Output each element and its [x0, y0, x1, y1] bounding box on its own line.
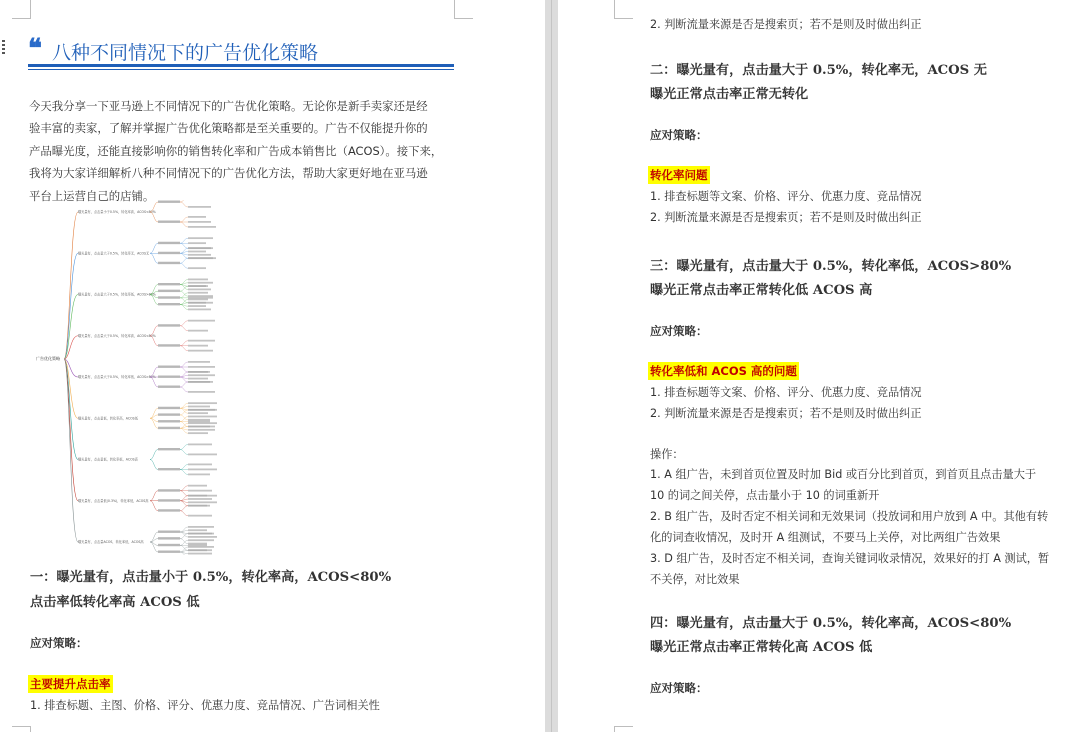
section2-highlight: 转化率问题: [650, 168, 708, 182]
mindmap-leaf: [188, 257, 213, 259]
mindmap-leaf: [188, 254, 211, 256]
mindmap-leaf-edge: [180, 238, 188, 243]
section3-highlight: 转化率低和 ACOS 高的问题: [650, 364, 797, 378]
mindmap-leaf: [188, 361, 210, 363]
mindmap-sub-edge: [150, 491, 158, 501]
mindmap-sub-node: [158, 386, 180, 388]
mindmap-leaf-edge: [180, 243, 188, 248]
section4-heading: 四：曝光量有，点击量大于 0.5%，转化率高，ACOS<80%: [650, 616, 1012, 631]
mindmap-leaf: [188, 330, 208, 332]
mindmap-leaf: [188, 378, 208, 380]
section4-strategy-label: 应对策略：: [650, 681, 708, 695]
quote-icon: ❝: [28, 34, 42, 64]
mindmap-sub-edge: [150, 460, 158, 470]
mindmap-branch: 曝光量有，点击量小于0.5%，转化率高，ACOS<80%: [78, 210, 156, 214]
mindmap-branch: 曝光量有，点击量低，转化率低，ACOS高: [78, 457, 138, 462]
mindmap-sub-node: [158, 290, 180, 292]
mindmap-sub-node: [158, 537, 180, 539]
mindmap-sub-node: [158, 499, 180, 501]
mindmap-leaf-edge: [180, 341, 188, 346]
crop-mark: [614, 0, 633, 19]
mindmap-sub-edge: [150, 243, 158, 253]
mindmap-leaf: [188, 406, 210, 408]
mindmap-leaf: [188, 242, 206, 244]
mindmap-leaf: [188, 366, 215, 368]
mindmap-leaf-edge: [180, 486, 188, 491]
mindmap-leaf-edge: [180, 511, 188, 516]
mindmap-branch: 曝光量有，点击量大于0.5%，转化率低，ACOS>80%: [78, 375, 156, 379]
intro-line: 我将为大家详细解析八种不同情况下的广告优化方法，帮助大家更好地在亚马逊: [29, 166, 428, 181]
mindmap-leaf: [188, 391, 215, 393]
mindmap-edge: [64, 359, 78, 501]
section2-item: 2. 判断流量来源是否是搜索页；若不是则及时做出纠正: [650, 211, 922, 224]
ops-line: 2. B 组广告，及时否定不相关词和无效果词（投放词和用户放到 A 中。其他有转: [650, 510, 1049, 523]
mindmap-leaf: [188, 320, 215, 322]
section4-subheading: 曝光正常点击率正常转化高 ACOS 低: [650, 640, 873, 655]
mindmap-leaf-edge: [180, 367, 188, 372]
mindmap-branch: 曝光量有，点击量大于0.5%，转化率无，ACOS无: [78, 251, 150, 256]
mindmap-leaf: [188, 553, 212, 555]
mindmap-sub-edge: [150, 253, 158, 263]
mindmap-leaf: [188, 374, 215, 376]
mindmap-leaf: [188, 421, 210, 423]
section2-subheading: 曝光正常点击率正常无转化: [650, 87, 809, 102]
mindmap-sub-node: [158, 489, 180, 491]
mindmap-branch: 曝光量有，点击量低(0.3%)，转化率低，ACOS高: [78, 498, 149, 503]
section3-ops: [650, 464, 1075, 590]
mindmap-leaf: [188, 464, 212, 466]
section2-strategy-label: 应对策略：: [650, 128, 708, 142]
mindmap-sub-node: [158, 262, 180, 264]
mindmap-leaf: [188, 536, 217, 538]
ops-line: 10 的词之间关停，点击量小于 10 的词重新开: [650, 489, 880, 502]
mindmap-sub-node: [158, 420, 180, 422]
mindmap-leaf: [188, 501, 217, 503]
title-underline: [28, 64, 454, 67]
mindmap-leaf: [188, 515, 212, 517]
section3-item: 1. 排查标题等文案、价格、评分、优惠力度、竞品情况: [650, 386, 922, 399]
mindmap-leaf: [188, 251, 206, 253]
crop-mark: [12, 726, 31, 732]
mindmap-sub-node: [158, 252, 180, 254]
mindmap-leaf: [188, 474, 210, 476]
mindmap-leaf-edge: [180, 258, 188, 263]
section2-item: 1. 排查标题等文案、价格、评分、优惠力度、竞品情况: [650, 190, 922, 203]
mindmap-leaf-edge: [180, 470, 188, 475]
section1-item: 1. 排查标题、主图、价格、评分、优惠力度、竞品情况、广告词相关性: [30, 699, 380, 712]
intro-line: 平台上运营自己的店铺。: [29, 188, 155, 203]
mindmap-leaf-edge: [180, 465, 188, 470]
crop-mark: [12, 0, 31, 19]
mindmap-leaf-edge: [180, 450, 188, 455]
mindmap-sub-node: [158, 296, 180, 298]
mindmap-sub-node: [158, 201, 180, 203]
mindmap-branch: 曝光量有，点击量ACOS，转化率低，ACOS高: [78, 540, 144, 544]
mindmap-leaf: [188, 267, 206, 269]
mindmap-leaf: [188, 279, 208, 281]
mindmap-sub-node: [158, 413, 180, 415]
mindmap-leaf: [188, 292, 208, 294]
mindmap-sub-edge: [150, 450, 158, 460]
mindmap-sub-node: [158, 551, 180, 553]
ops-line: 1. A 组广告，未到首页位置及时加 Bid 或百分比到首页，到首页且点击量大于: [650, 468, 1037, 481]
intro-line: 产品曝光度，还能直接影响你的销售转化率和广告成本销售比（ACOS）。接下来，: [29, 143, 443, 158]
ops-line: 化的词查收情况，及时开 A 组测试，不要马上关停，对比两组广告效果: [650, 531, 1001, 544]
mindmap-leaf-edge: [180, 217, 188, 222]
section2-heading: 二：曝光量有，点击量大于 0.5%，转化率无，ACOS 无: [650, 63, 987, 78]
mindmap-sub-node: [158, 427, 180, 429]
mindmap-leaf: [188, 409, 217, 411]
mindmap-sub-node: [158, 468, 180, 470]
mindmap-leaf: [188, 305, 206, 307]
mindmap-leaf-edge: [180, 362, 188, 367]
mindmap-leaf: [188, 549, 207, 551]
mindmap-leaf-edge: [180, 387, 188, 392]
section1-strategy-label: 应对策略：: [30, 636, 88, 650]
title-underline-thin: [28, 69, 454, 70]
mindmap-sub-node: [158, 303, 180, 305]
mindmap-leaf: [188, 402, 217, 404]
mindmap-sub-node: [158, 544, 180, 546]
mindmap-branch: 曝光量有，点击量低，转化率高，ACOS低: [78, 416, 138, 421]
mindmap-leaf: [188, 526, 214, 528]
mindmap-leaf: [188, 432, 208, 434]
mindmap-leaf-edge: [180, 200, 188, 202]
section3-subheading: 曝光正常点击率正常转化低 ACOS 高: [650, 283, 873, 298]
mindmap-branch: 曝光量有，点击量大于0.5%，转化率高，ACOS<80%: [78, 333, 156, 338]
mindmap-leaf: [188, 297, 213, 299]
mindmap-sub-node: [158, 531, 180, 533]
mindmap-leaf: [188, 419, 210, 421]
mindmap-leaf-edge: [180, 321, 188, 326]
mindmap-leaf: [188, 247, 213, 249]
mindmap-leaf: [188, 206, 211, 208]
mindmap-root: 广告优化策略: [36, 356, 60, 361]
mindmap-leaf-edge: [180, 445, 188, 450]
mindmap-leaf: [188, 371, 210, 373]
mindmap-leaf: [188, 295, 213, 297]
mindmap-edge: [64, 212, 78, 359]
crop-mark: [614, 726, 633, 732]
mindmap-leaf: [188, 309, 211, 311]
mindmap-image: [30, 200, 450, 555]
section1-heading: 一：曝光量有，点击量小于 0.5%，转化率高，ACOS<80%: [30, 570, 392, 585]
mindmap-leaf: [188, 289, 211, 291]
mindmap-leaf: [188, 282, 213, 284]
crop-mark: [454, 0, 473, 19]
mindmap-leaf: [188, 412, 208, 414]
top-item: 2. 判断流量来源是否是搜索页；若不是则及时做出纠正: [650, 18, 922, 31]
mindmap-sub-node: [158, 376, 180, 378]
mindmap-sub-node: [158, 283, 180, 285]
mindmap-leaf: [188, 416, 217, 418]
mindmap-sub-node: [158, 407, 180, 409]
mindmap-sub-node: [158, 366, 180, 368]
mindmap-edge: [64, 359, 78, 542]
mindmap-leaf: [188, 444, 212, 446]
mindmap-leaf: [188, 533, 214, 535]
gutter-line: [551, 0, 552, 732]
section3-strategy-label: 应对策略：: [650, 324, 708, 338]
mindmap-leaf: [188, 469, 217, 471]
ops-line: 不关停，对比效果: [650, 573, 740, 586]
mindmap-leaf: [188, 350, 213, 352]
page-title: 八种不同情况下的广告优化策略: [52, 42, 319, 64]
mindmap-leaf: [188, 216, 206, 218]
mindmap-leaf: [188, 454, 217, 456]
mindmap-leaf: [188, 237, 213, 239]
mindmap-sub-edge: [150, 501, 158, 511]
mindmap-leaf: [188, 226, 216, 228]
mindmap-leaf: [188, 529, 207, 531]
ops-line: 3. D 组广告，及时否定不相关词，查询关键词收录情况，效果好的打 A 测试，暂: [650, 552, 1050, 565]
mindmap-branch: 曝光量有，点击量大于0.5%，转化率低，ACOS>80%: [78, 292, 156, 297]
mindmap-sub-node: [158, 242, 180, 244]
mindmap-leaf: [188, 505, 207, 507]
mindmap-sub-node: [158, 344, 180, 346]
mindmap-leaf: [188, 345, 208, 347]
section3-ops-label: 操作：: [650, 448, 684, 461]
mindmap-leaf: [188, 422, 217, 424]
mindmap-leaf: [188, 539, 214, 541]
section1-subheading: 点击率低转化率高 ACOS 低: [30, 595, 200, 610]
mindmap-leaf: [188, 495, 207, 497]
mindmap-sub-node: [158, 448, 180, 450]
mindmap-leaf: [188, 221, 211, 223]
mindmap-leaf: [188, 302, 213, 304]
drag-handle-icon[interactable]: [2, 40, 5, 54]
mindmap-leaf: [188, 340, 215, 342]
mindmap-sub-node: [158, 509, 180, 511]
mindmap-leaf: [188, 299, 208, 301]
mindmap-sub-node: [158, 221, 180, 223]
intro-line: 验丰富的卖家，了解并掌握广告优化策略都是至关重要的。广告不仅能提升你的: [29, 121, 428, 136]
mindmap-leaf: [188, 429, 215, 431]
mindmap-leaf-edge: [180, 382, 188, 387]
section3-heading: 三：曝光量有，点击量大于 0.5%，转化率低，ACOS>80%: [650, 259, 1012, 274]
section3-item: 2. 判断流量来源是否是搜索页；若不是则及时做出纠正: [650, 407, 922, 420]
mindmap-leaf: [188, 544, 207, 546]
mindmap-leaf: [188, 543, 207, 545]
mindmap-leaf-edge: [180, 491, 188, 496]
mindmap-leaf-edge: [180, 346, 188, 351]
mindmap-leaf-edge: [180, 202, 188, 207]
mindmap-sub-node: [158, 324, 180, 326]
document-page-right: [558, 0, 1080, 732]
mindmap-leaf: [188, 426, 210, 428]
mindmap-leaf: [188, 485, 207, 487]
intro-paragraph: [29, 95, 457, 207]
mindmap-leaf-edge: [180, 222, 188, 227]
mindmap-leaf-edge: [180, 506, 188, 511]
intro-line: 今天我分享一下亚马逊上不同情况下的广告优化策略。无论你是新手卖家还是经: [29, 99, 428, 113]
section1-highlight: 主要提升点击率: [30, 677, 111, 691]
mindmap-leaf: [188, 546, 214, 548]
mindmap-leaf: [188, 381, 210, 383]
mindmap-leaf-edge: [180, 326, 188, 331]
mindmap-leaf: [188, 285, 208, 287]
mindmap-leaf: [188, 498, 212, 500]
mindmap-leaf-edge: [180, 263, 188, 268]
mindmap-leaf: [188, 490, 212, 492]
